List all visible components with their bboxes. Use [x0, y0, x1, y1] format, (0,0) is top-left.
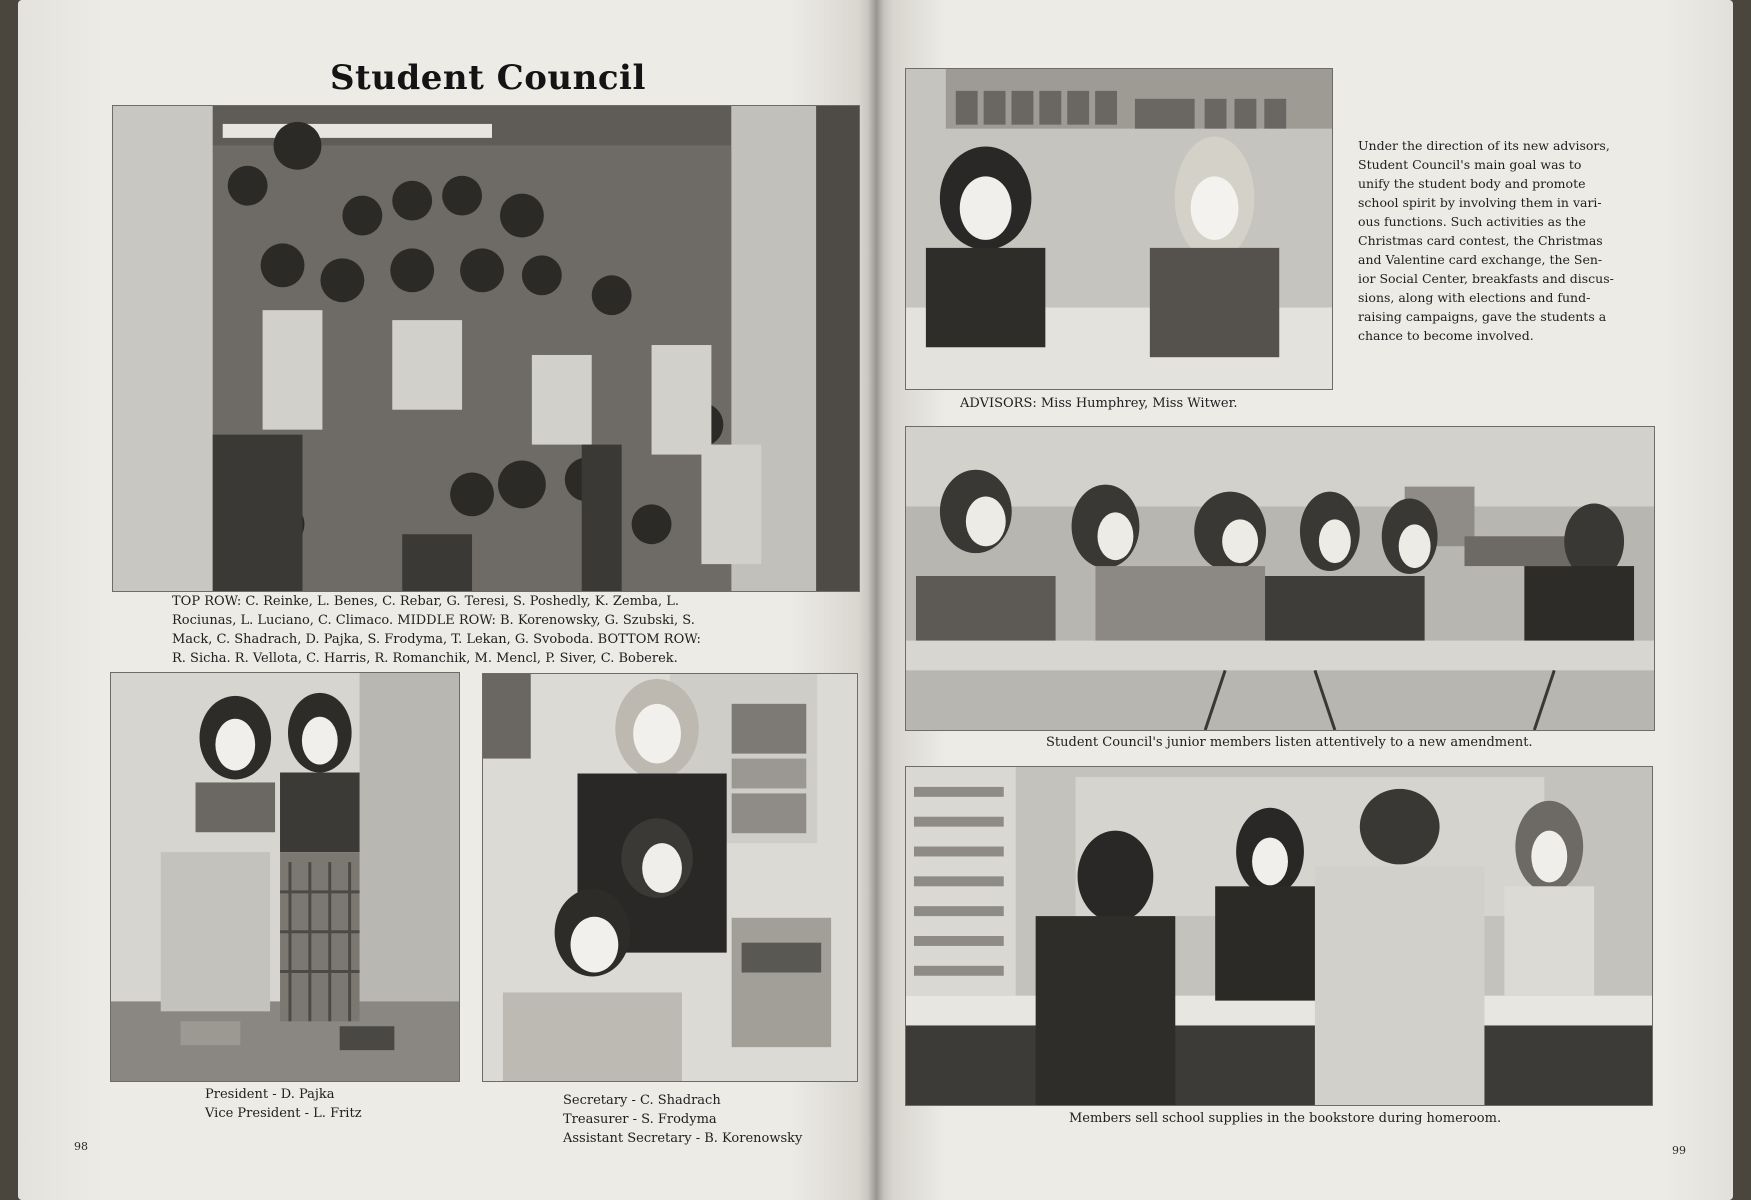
bookstore-caption: Members sell school supplies in the bookstore during homeroom. [1069, 1111, 1502, 1126]
description-line: Student Council's main goal was to [1358, 157, 1582, 172]
page-title: Student Council [330, 58, 646, 98]
group-caption-line: R. Sicha. R. Vellota, C. Harris, R. Romanchik, M. Mencl, P. Siver, C. Boberek. [172, 651, 678, 666]
description-line: school spirit by involving them in vari- [1358, 195, 1602, 210]
description-line: and Valentine card exchange, the Sen- [1358, 252, 1603, 267]
description-line: ior Social Center, breakfasts and discus- [1358, 271, 1614, 286]
description-line: Under the direction of its new advisors, [1358, 138, 1610, 153]
officers-caption-right [563, 1091, 802, 1148]
group-caption-line: Rociunas, L. Luciano, C. Climaco. MIDDLE ROW: B. Korenowsky, G. Szubski, S. [172, 613, 695, 628]
secretary-label: Secretary - C. Shadrach [563, 1093, 721, 1108]
advisors-caption: ADVISORS: Miss Humphrey, Miss Witwer. [960, 396, 1238, 411]
president-photo [110, 672, 460, 1082]
description-line: ous functions. Such activities as the [1358, 214, 1586, 229]
page-number-left: 98 [74, 1140, 88, 1153]
advisors-photo [905, 68, 1333, 390]
president-label: President - D. Pajka [205, 1087, 335, 1102]
description-line: sions, along with elections and fund- [1358, 290, 1591, 305]
description-line: raising campaigns, gave the students a [1358, 309, 1607, 324]
junior-members-photo [905, 426, 1655, 731]
secretary-photo [482, 673, 858, 1082]
council-description [1358, 136, 1643, 345]
description-line: chance to become involved. [1358, 328, 1534, 343]
group-caption [172, 592, 701, 668]
group-caption-line: Mack, C. Shadrach, D. Pajka, S. Frodyma, T. Lekan, G. Svoboda. BOTTOM ROW: [172, 632, 701, 647]
bookstore-photo [905, 766, 1653, 1106]
vice-president-label: Vice President - L. Fritz [205, 1106, 362, 1121]
treasurer-label: Treasurer - S. Frodyma [563, 1112, 717, 1127]
page-gutter [868, 0, 884, 1200]
officers-caption-left [205, 1085, 362, 1123]
assistant-secretary-label: Assistant Secretary - B. Korenowsky [563, 1131, 803, 1146]
group-caption-line: TOP ROW: C. Reinke, L. Benes, C. Rebar, G. Teresi, S. Poshedly, K. Zemba, L. [172, 594, 680, 609]
group-photo [112, 105, 860, 592]
page-number-right: 99 [1672, 1144, 1686, 1157]
junior-members-caption: Student Council's junior members listen attentively to a new amendment. [1046, 735, 1533, 750]
description-line: Christmas card contest, the Christmas [1358, 233, 1603, 248]
description-line: unify the student body and promote [1358, 176, 1586, 191]
